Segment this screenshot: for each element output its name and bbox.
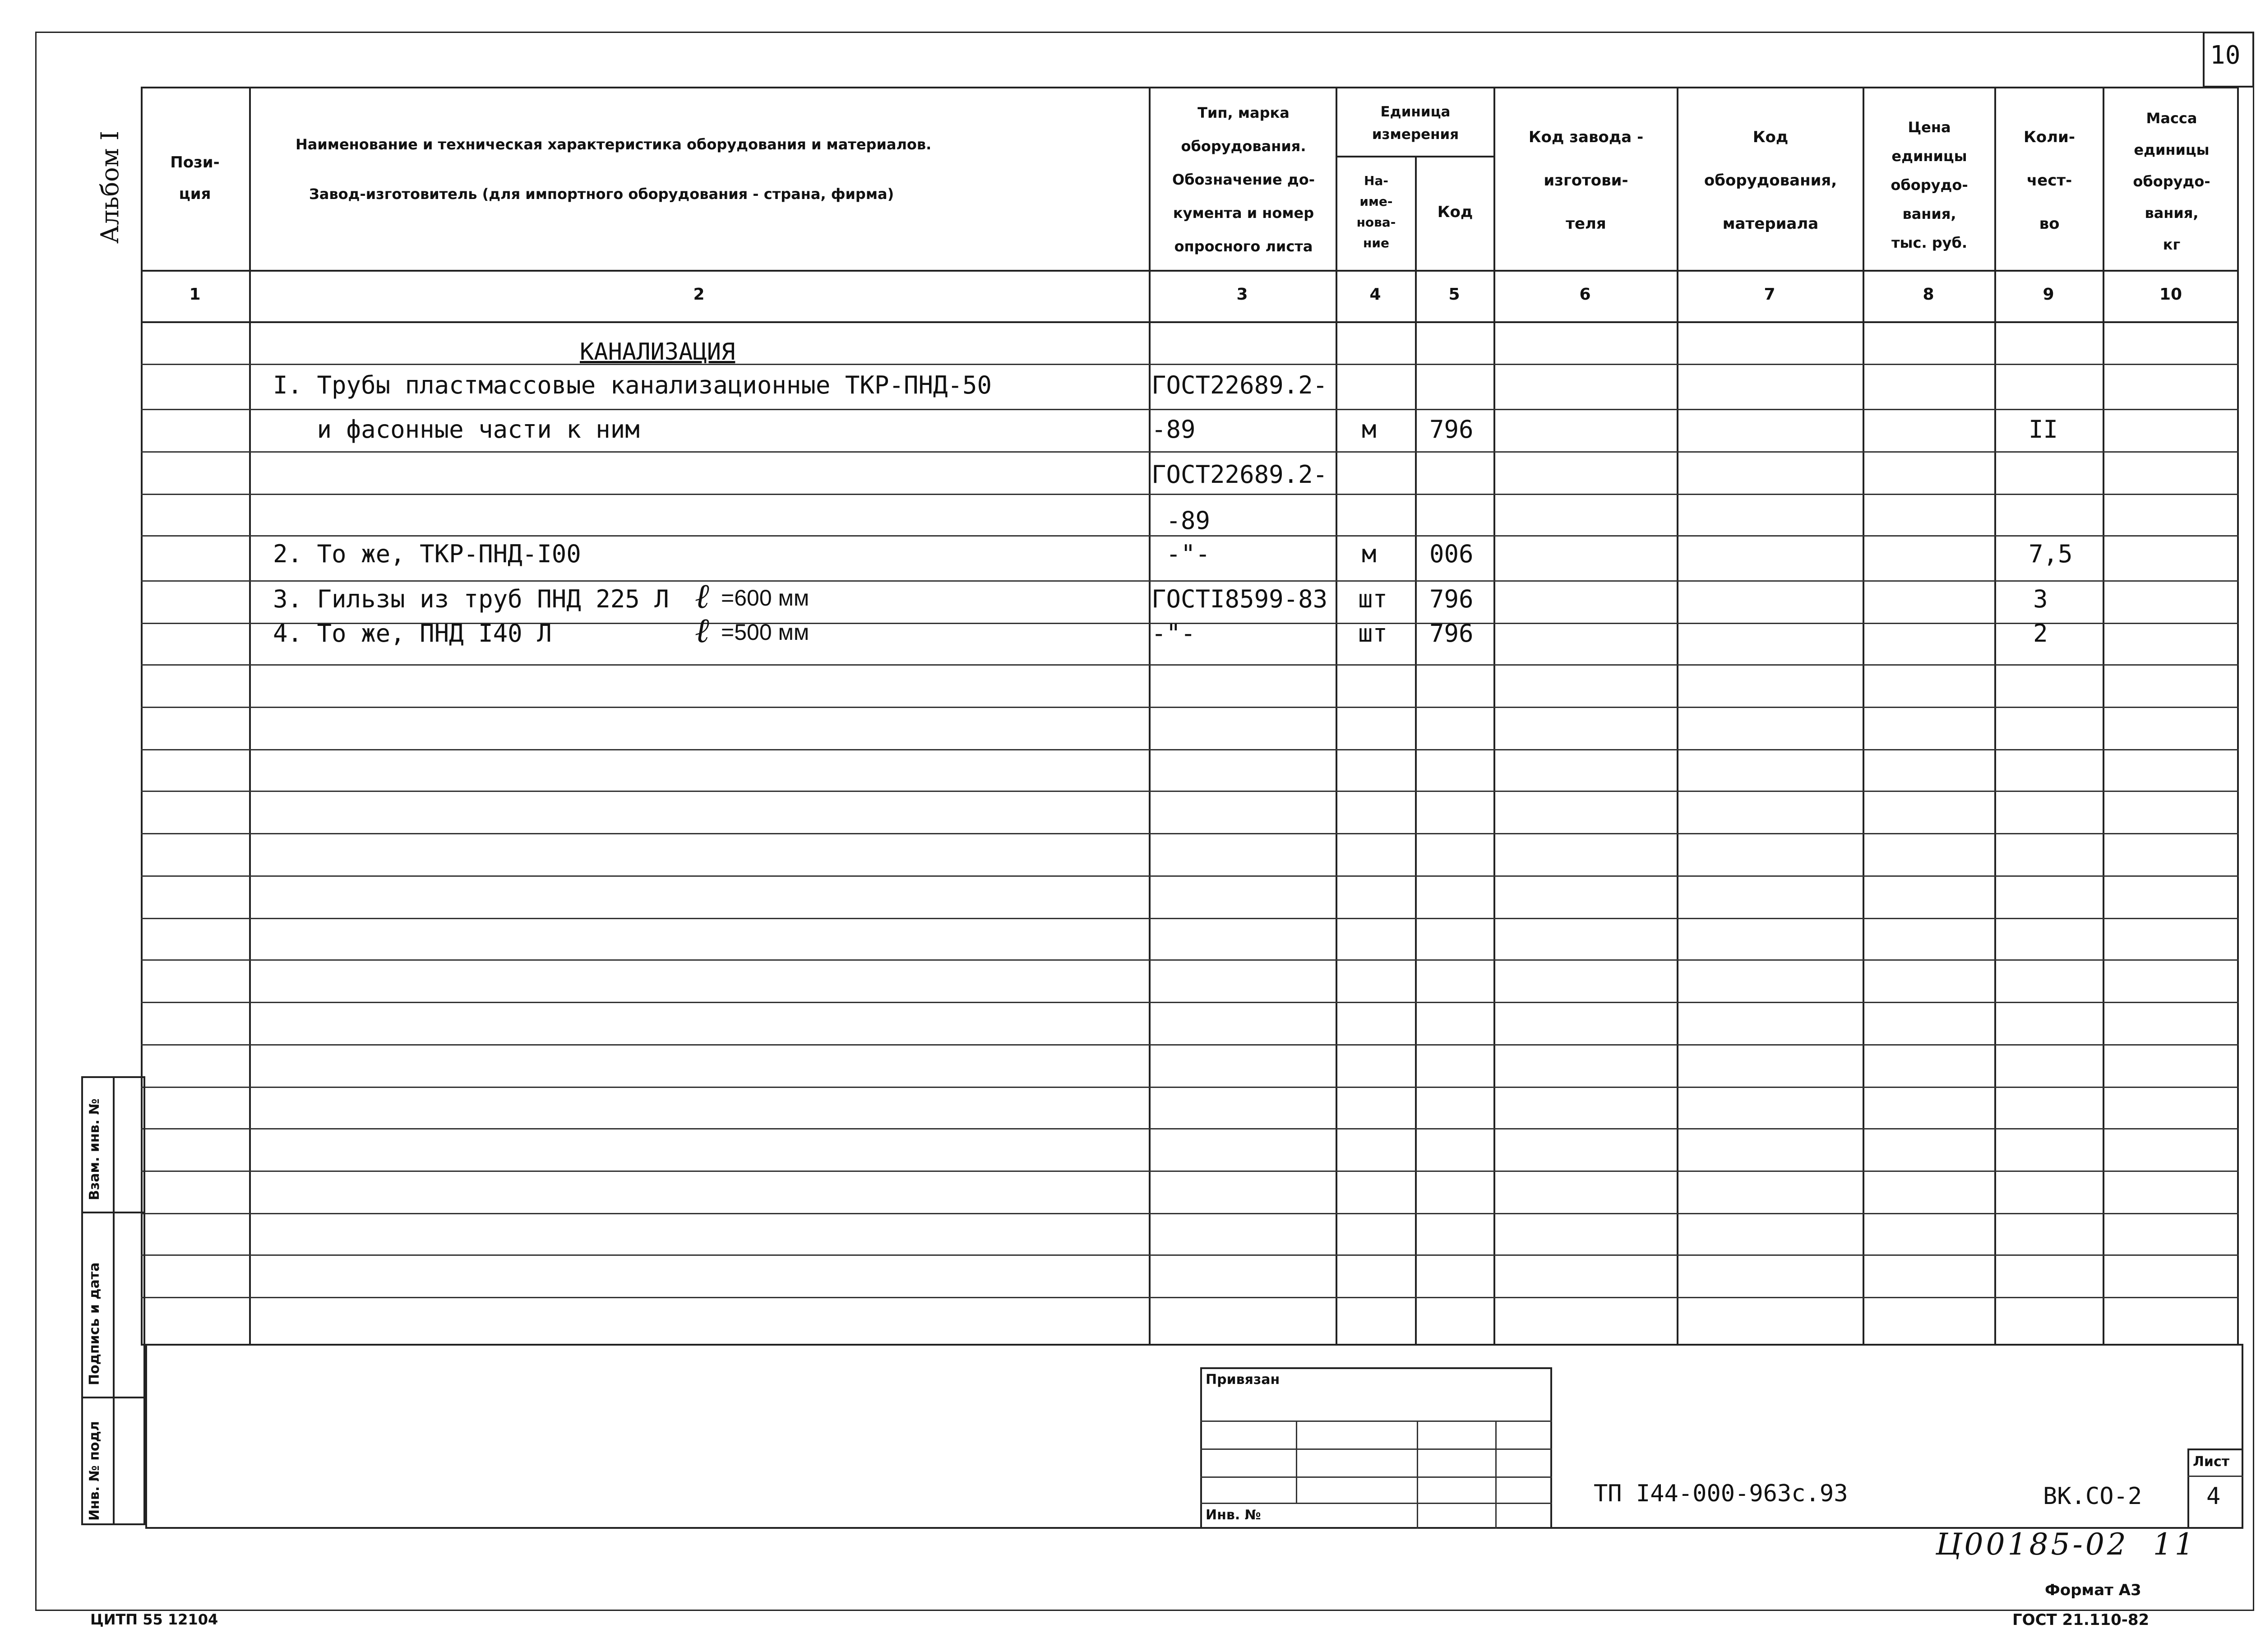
row-line <box>141 1002 2239 1003</box>
row-6-unit: шт <box>1358 585 1388 613</box>
row-2-code: 796 <box>1429 415 1474 444</box>
colnum-6: 6 <box>1579 285 1591 304</box>
row-line <box>141 959 2239 961</box>
main-table <box>141 87 2239 1346</box>
row-line <box>141 1171 2239 1172</box>
row-7-code: 796 <box>1429 619 1474 648</box>
header-price: Цена единицы оборудо- вания, тыс. руб. <box>1891 119 1968 251</box>
gost-label: ГОСТ 21.110-82 <box>2012 1611 2150 1629</box>
row-line <box>141 1128 2239 1129</box>
row-6-code: 796 <box>1429 585 1474 613</box>
header-name-line2: Завод-изготовитель (для импортного оборудования - страна, фирма) <box>309 185 894 203</box>
row-line <box>141 1087 2239 1088</box>
row-line <box>141 364 2239 365</box>
colnum-4: 4 <box>1369 285 1381 304</box>
header-unit-code: Код <box>1437 203 1473 221</box>
colnum-5: 5 <box>1448 285 1460 304</box>
format-label: Формат А3 <box>2045 1581 2141 1599</box>
handwritten-code: Ц00185-02 11 <box>1936 1527 2196 1562</box>
row-2-qty: II <box>2029 415 2058 444</box>
side-stamp-vzam: Взам. инв. № <box>87 1098 102 1200</box>
row-line <box>141 1044 2239 1046</box>
header-name-line1: Наименование и техническая характеристика оборудования и материалов. <box>296 136 932 153</box>
row-7-name: 4. То же, ПНД I40 Л <box>273 619 552 648</box>
row-2-name: и фасонные части к ним <box>273 415 640 444</box>
row-line <box>141 664 2239 666</box>
row-line <box>141 749 2239 750</box>
row-6-length-symbol: ℓ <box>695 576 709 616</box>
row-7-length-symbol: ℓ <box>695 610 709 650</box>
row-line <box>141 1297 2239 1298</box>
sheet-number-top: 10 <box>2210 41 2241 70</box>
album-label: Альбом I <box>96 130 124 244</box>
header-quantity: Коли- чест- во <box>2024 128 2075 233</box>
header-type: Тип, марка оборудования. Обозначение до- кумента и номер опросного листа <box>1172 104 1315 255</box>
sheet-code: ВК.СО-2 <box>2043 1483 2142 1510</box>
colnum-3: 3 <box>1236 285 1248 304</box>
row-line <box>141 409 2239 410</box>
doc-code: ТП I44-000-963с.93 <box>1594 1480 1848 1507</box>
row-line <box>141 707 2239 708</box>
row-line <box>141 1213 2239 1214</box>
row-4-doc: -89 <box>1151 506 1211 535</box>
row-2-doc: -89 <box>1151 415 1196 444</box>
row-1-name: I. Трубы пластмассовые канализационные ТКР-ПНД-50 <box>273 371 992 399</box>
header-unit-name: На- име- нова- ние <box>1356 173 1396 250</box>
row-5-unit: м <box>1362 540 1377 568</box>
row-6-length: =600 мм <box>721 585 809 611</box>
side-stamp-inv: Инв. № подл <box>87 1421 102 1521</box>
row-7-doc: -"- <box>1151 619 1196 648</box>
citp-label: ЦИТП 55 12104 <box>90 1611 218 1628</box>
colnum-9: 9 <box>2043 285 2054 304</box>
list-number: 4 <box>2206 1483 2221 1510</box>
inv-no-label: Инв. № <box>1206 1507 1261 1523</box>
row-line <box>141 494 2239 495</box>
colnum-1: 1 <box>189 285 201 304</box>
row-6-qty: 3 <box>2033 585 2048 613</box>
row-line <box>141 1254 2239 1256</box>
colnum-8: 8 <box>1923 285 1934 304</box>
colnum-7: 7 <box>1764 285 1775 304</box>
row-line <box>141 791 2239 792</box>
privyazan-box <box>1200 1367 1552 1529</box>
title-block <box>145 1344 2243 1529</box>
row-1-doc: ГОСТ22689.2- <box>1151 371 1328 399</box>
colnum-2: 2 <box>693 285 705 304</box>
row-7-length: =500 мм <box>721 620 809 645</box>
row-5-doc: -"- <box>1151 540 1211 568</box>
row-2-unit: м <box>1362 415 1377 444</box>
row-7-qty: 2 <box>2033 619 2048 648</box>
privyazan-label: Привязан <box>1206 1372 1280 1388</box>
row-line <box>141 875 2239 877</box>
list-label: Лист <box>2193 1454 2230 1470</box>
section-title: КАНАЛИЗАЦИЯ <box>580 338 735 366</box>
colnum-10: 10 <box>2159 285 2182 304</box>
header-factory-code: Код завода - изготови- теля <box>1528 128 1644 233</box>
row-3-doc: ГОСТ22689.2- <box>1151 460 1328 489</box>
row-line <box>141 451 2239 453</box>
row-6-name: 3. Гильзы из труб ПНД 225 Л <box>273 585 669 613</box>
row-line <box>141 580 2239 582</box>
row-7-unit: шт <box>1358 619 1388 648</box>
header-unit-group: Единица измерения <box>1372 104 1459 143</box>
row-line <box>141 535 2239 537</box>
row-5-qty: 7,5 <box>2029 540 2073 568</box>
header-mass: Масса единицы оборудо- вания, кг <box>2133 110 2210 253</box>
row-6-doc: ГОСТI8599-83 <box>1151 585 1328 613</box>
row-line <box>141 918 2239 919</box>
row-5-name: 2. То же, ТКР-ПНД-I00 <box>273 540 581 568</box>
side-stamp-podpis: Подпись и дата <box>87 1262 102 1385</box>
row-5-code: 006 <box>1429 540 1474 568</box>
header-equipment-code: Код оборудования, материала <box>1704 128 1837 233</box>
header-position: Пози- ция <box>170 153 220 203</box>
row-line <box>141 833 2239 834</box>
